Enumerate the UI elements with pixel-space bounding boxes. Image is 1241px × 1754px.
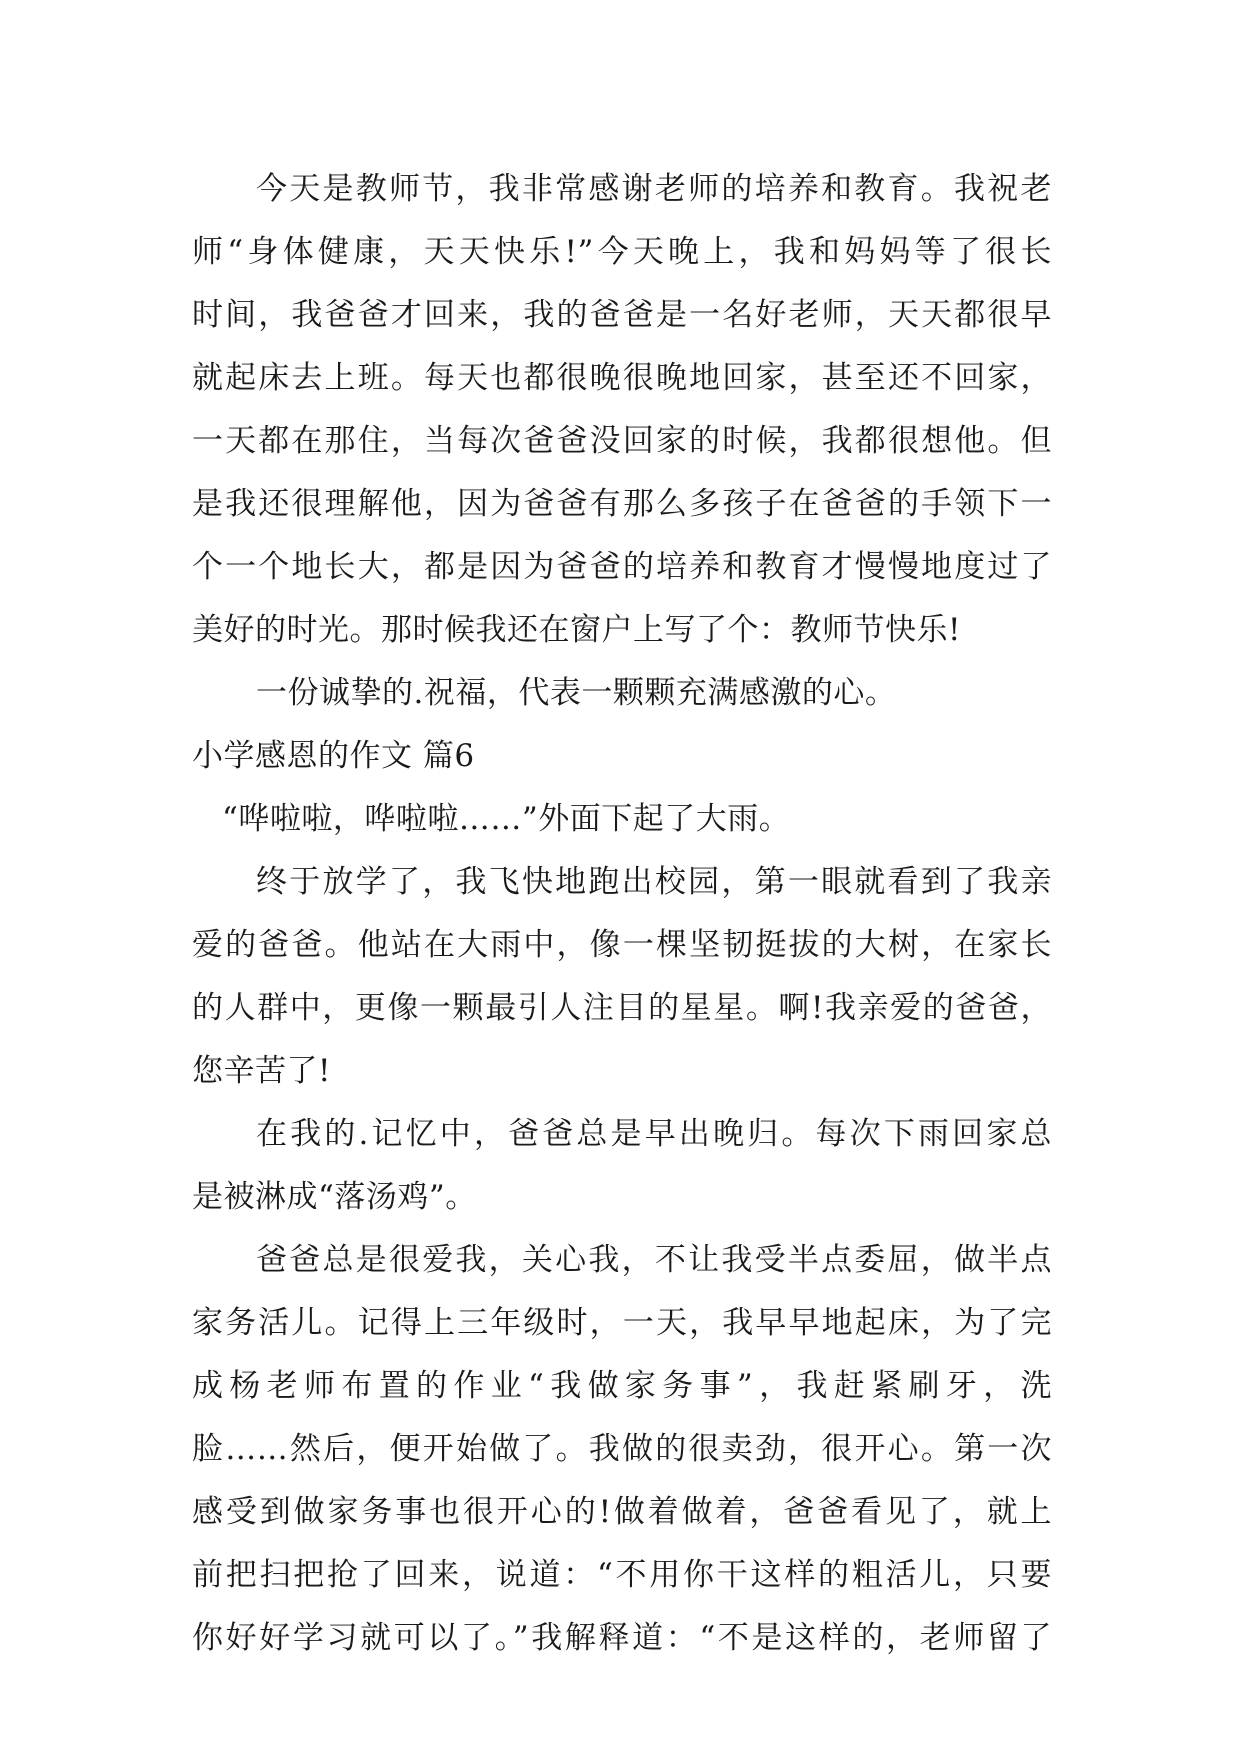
document-page [192,158,1052,1670]
text-line: 家务活儿。记得上三年级时，一天，我早早地起床，为了完 [192,1305,1052,1341]
text-line: 在我的.记忆中，爸爸总是早出晚归。每次下雨回家总 [256,1116,1052,1152]
section-heading: 小学感恩的作文 篇6 [192,738,475,774]
text-line: 感受到做家务事也很开心的!做着做着，爸爸看见了，就上 [192,1494,1052,1530]
text-line: 爱的爸爸。他站在大雨中，像一棵坚韧挺拔的大树，在家长 [192,927,1052,963]
text-line: 就起床去上班。每天也都很晚很晚地回家，甚至还不回家， [192,360,1052,396]
text-line: 时间，我爸爸才回来，我的爸爸是一名好老师，天天都很早 [192,297,1052,333]
text-line: 个一个地长大，都是因为爸爸的培养和教育才慢慢地度过了 [192,549,1052,585]
text-line: 是被淋成“落汤鸡”。 [192,1179,477,1215]
text-line: “哗啦啦，哗啦啦……”外面下起了大雨。 [222,801,791,837]
text-line: 前把扫把抢了回来，说道：“不用你干这样的粗活儿，只要 [192,1557,1052,1593]
text-line: 一天都在那住，当每次爸爸没回家的时候，我都很想他。但 [192,423,1052,459]
text-line: 脸……然后，便开始做了。我做的很卖劲，很开心。第一次 [192,1431,1052,1467]
text-line: 美好的时光。那时候我还在窗户上写了个：教师节快乐! [192,612,961,648]
text-line: 的人群中，更像一颗最引人注目的星星。啊!我亲爱的爸爸， [192,990,1052,1026]
text-line: 你好好学习就可以了。”我解释道：“不是这样的，老师留了 [192,1620,1052,1656]
text-line: 是我还很理解他，因为爸爸有那么多孩子在爸爸的手领下一 [192,486,1052,522]
text-line: 您辛苦了! [192,1053,331,1089]
text-line: 一份诚挚的.祝福，代表一颗颗充满感激的心。 [256,675,897,711]
text-line: 师“身体健康，天天快乐!”今天晚上，我和妈妈等了很长 [192,234,1052,270]
text-line: 今天是教师节，我非常感谢老师的培养和教育。我祝老 [256,171,1052,207]
text-line: 爸爸总是很爱我，关心我，不让我受半点委屈，做半点 [256,1242,1052,1278]
text-line: 终于放学了，我飞快地跑出校园，第一眼就看到了我亲 [256,864,1052,900]
text-line: 成杨老师布置的作业“我做家务事”，我赶紧刷牙，洗 [192,1368,1052,1404]
